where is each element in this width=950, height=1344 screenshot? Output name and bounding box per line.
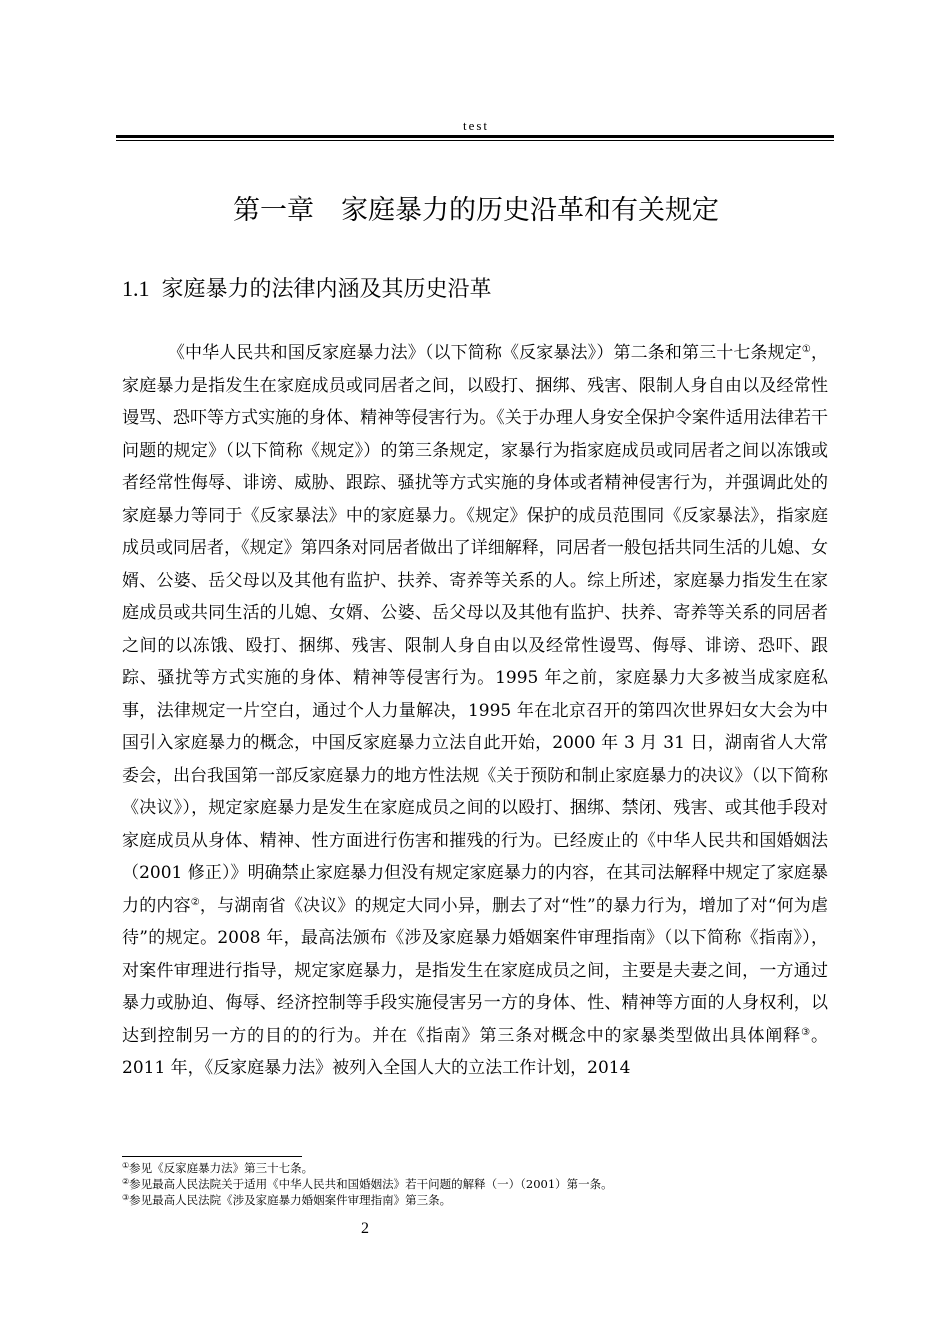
footnote-ref-1[interactable]: ①: [801, 344, 812, 355]
footnote-mark: ③: [122, 1193, 130, 1202]
running-header: test: [462, 118, 490, 133]
footnote-mark: ①: [122, 1161, 130, 1170]
footnote-text: 参见最高人民法院《涉及家庭暴力婚姻案件审理指南》第三条。: [129, 1193, 452, 1207]
footnote-item: [122, 1160, 828, 1176]
body-text-segment: 《中华人民共和国反家庭暴力法》（以下简称《反家暴法》）第二条和第三十七条规定: [167, 343, 802, 363]
footnote-item: [122, 1192, 828, 1208]
header-rule-thick: [116, 135, 834, 138]
section-heading: 家庭暴力的法律内涵及其历史沿革: [161, 277, 492, 302]
footnote-separator: [122, 1156, 302, 1157]
body-paragraph: [122, 337, 828, 1145]
body-text-segment: ，家庭暴力是指发生在家庭成员或同居者之间，以殴打、捆绑、残害、限制人身自由以及经常性谩骂、恐吓等方式实施的身体、精神等侵害行为。《关于办理人身安全保护令案件适用法律若干问题的规定》（以下简称《规定》）的第三条规定，家暴行为指家庭成员或同居者之间以冻饿或者经常性侮辱、诽谤、威胁、跟踪、骚扰等方式实施的身体或者精神侵害行为，并强调此处的家庭暴力等同于《反家暴法》中的家庭暴力。《规定》保护的成员范围同《反家暴法》，指家庭成员或同居者，《规定》第四条对同居者做出了详细解释，同居者一般包括共同生活的儿媳、女婿、公婆、岳父母以及其他有监护、扶养、寄养等关系的人。综上所述，家庭暴力指发生在家庭成员或共同生活的儿媳、女婿、公婆、岳父母以及其他有监护、扶养、寄养等关系的同居者之间的以冻饿、殴打、捆绑、残害、限制人身自由以及经常性谩骂、侮辱、诽谤、恐吓、跟踪、骚扰等方式实施的身体、精神等侵害行为。1995 年之前，家庭暴力大多被当成家庭私事，法律规定一片空白，通过个人力量解决，1995 年在北京召开的第四次世界妇女大会为中国引入家庭暴力的概念，中国反家庭暴力立法自此开始，2000 年 3 月 31 日，湖南省人大常委会，出台我国第一部反家庭暴力的地方性法规《关于预防和制止家庭暴力的决议》（以下简称《决议》），规定家庭暴力是发生在家庭成员之间的以殴打、捆绑、禁闭、残害、或其他手段对家庭成员从身体、精神、性方面进行伤害和摧残的行为。已经废止的《中华人民共和国婚姻法（2001 修正）》明确禁止家庭暴力但没有规定家庭暴力的内容，在其司法解释中规定了家庭暴力的内容: [122, 343, 828, 916]
section-title: [122, 272, 492, 303]
footnote-ref-2[interactable]: ②: [190, 896, 200, 908]
footnote-text: 参见《反家庭暴力法》第三十七条。: [129, 1161, 314, 1175]
section-number: 1.1: [122, 276, 150, 301]
footnote-text: 参见最高人民法院关于适用《中华人民共和国婚姻法》若干问题的解释（一）（2001）第一条。: [129, 1177, 613, 1191]
body-text-segment: ，与湖南省《决议》的规定大同小异，删去了对“性”的暴力行为，增加了对“何为虐待”的规定。2008 年，最高法颁布《涉及家庭暴力婚姻案件审理指南》（以下简称《指南》），对案件审理进行指导，规定家庭暴力，是指发生在家庭成员之间，主要是夫妻之间，一方通过暴力或胁迫、侮辱、经济控制等手段实施侵害另一方的身体、性、精神等方面的人身权利，以达到控制另一方的目的的行为。并在《指南》第三条对概念中的家暴类型做出具体阐释: [122, 895, 828, 1046]
body-text-segment: 。2011 年，《反家庭暴力法》被列入全国人大的立法工作计划，2014: [122, 1025, 828, 1078]
footnote-ref-3[interactable]: ③: [801, 1026, 812, 1038]
chapter-title: 第一章 家庭暴力的历史沿革和有关规定: [233, 195, 719, 226]
header-rule-thin: [116, 140, 834, 141]
footnote-item: [122, 1176, 828, 1192]
page-number: 2: [361, 1220, 369, 1237]
footnotes: [122, 1160, 828, 1208]
footnote-mark: ②: [122, 1177, 130, 1186]
